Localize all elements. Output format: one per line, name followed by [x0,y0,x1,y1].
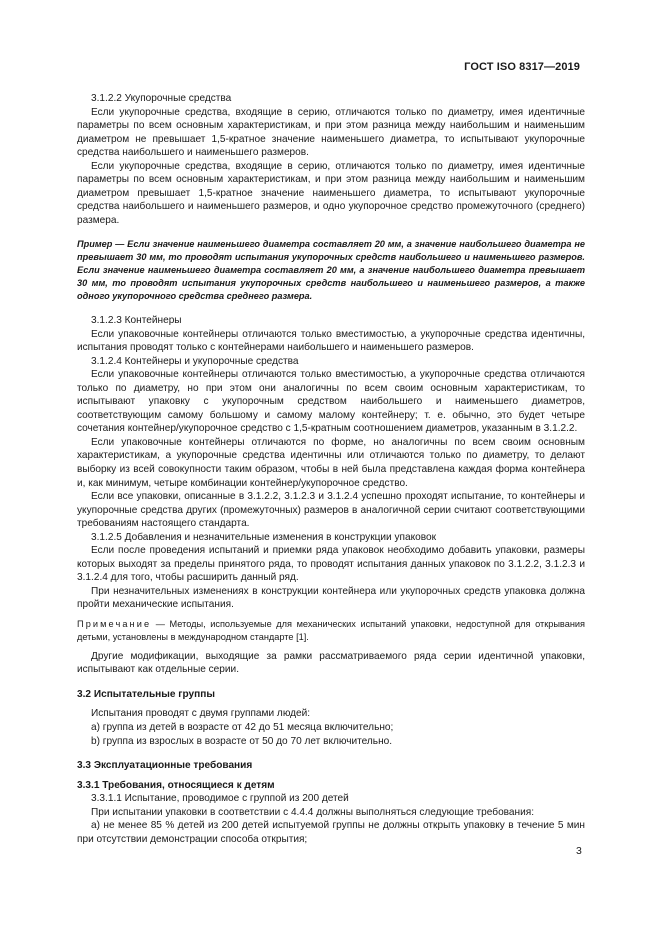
section-3-1-2-5-paragraph-1: Если после проведения испытаний и приемки ряда упаковок необходимо добавить упаковки, размеры которых выходят за пределы принятого ряда, то проводят испытания данных упаковок по 3.1.2.2, 3.1.2.3 и 3.1.2.4 для того, чтобы расширить данный ряд. [77,545,585,584]
document-id-header: ГОСТ ISO 8317—2019 [464,61,580,73]
section-3-1-2-2-paragraph-1: Если укупорочные средства, входящие в серию, отличаются только по диаметру, имея идентичные параметры по всем основным характеристикам, и при этом разница между наибольшим и наименьшим диаметром не превышает 1,5-кратное значение наименьшего диаметра, то испытывают укупорочные средства наибольшего и наименьшего размеров. [77,106,585,159]
section-3-1-2-4-paragraph-2: Если упаковочные контейнеры отличаются по форме, но аналогичны по всем своим основным характеристикам, а укупорочные средства идентичны или отличаются только по диаметру, то делают выборку из всей совокупности таким образом, чтобы в ней была представлена каждая форма контейнера и, как минимум, четыре комбинации контейнер/укупорочное средство. [77,436,585,489]
section-3-1-2-2-paragraph-2: Если укупорочные средства, входящие в серию, отличаются только по диаметру, имея идентичные параметры по всем основным характеристикам, и при этом разница между наибольшим и наименьшим диаметром превышает 1,5-кратное значение наименьшего диаметра, то испытывают укупорочные средства наибольшего и наименьшего размеров, и одно укупорочное средство промежуточного (среднего) размера. [77,160,585,226]
note-text: — Методы, используемые для механических испытаний упаковки, недоступной для открывания детьми, установлены в международном стандарте [1]. [77,619,585,642]
document-body [77,92,585,846]
section-3-3-heading: 3.3 Эксплуатационные требования [77,760,253,772]
example-block: Пример — Если значение наименьшего диаметра составляет 20 мм, а значение наибольшего диаметра не превышает 30 мм, то проводят испытания укупорочных средств наибольшего и наименьшего размеров. Если значение наименьшего диаметра составляет 20 мм, а значение наибольшего диаметра превышает 30 мм, то проводят испытания укупорочных средств наибольшего и наименьшего размеров, а также одного укупорочного средства среднего размера. [77,239,585,302]
section-3-1-2-4-paragraph-1: Если упаковочные контейнеры отличаются только вместимостью, а укупорочные средства отличаются только по диаметру, но при этом они аналогичны по всем своим основным характеристикам, то испытывают упаковку с укупорочным средством наибольшего и наименьшего диаметров, соответствующим самому большому и самому малому контейнеру; т. е. обычно, это будет четыре сочетания контейнер/укупорочное средство с 1,5-кратным соотношением диаметров, указанным в 3.1.2.2. [77,369,585,435]
section-3-3-1-heading: 3.3.1 Требования, относящиеся к детям [77,779,275,791]
section-3-1-2-4-title: 3.1.2.4 Контейнеры и укупорочные средства [91,355,299,367]
section-3-1-2-3-title: 3.1.2.3 Контейнеры [91,315,182,326]
section-3-3-1-1-paragraph-1: При испытании упаковки в соответствии с 4.4.4 должны выполняться следующие требования: [91,806,535,818]
note-label: Примечание [77,619,152,630]
section-3-1-2-5-title: 3.1.2.5 Добавления и незначительные изменения в конструкции упаковок [91,531,437,543]
note-block [77,618,585,644]
section-3-1-2-5-paragraph-3: Другие модификации, выходящие за рамки рассматриваемого ряда серии идентичной упаковки, испытывают как отдельные серии. [77,650,585,676]
section-3-2-item-a: a) группа из детей в возрасте от 42 до 51 месяца включительно; [91,722,394,734]
section-3-2-item-b: b) группа из взрослых в возрасте от 50 до 70 лет включительно. [91,735,393,747]
section-3-1-2-2-title: 3.1.2.2 Укупорочные средства [91,93,232,104]
section-3-3-1-1-item-a: a) не менее 85 % детей из 200 детей испытуемой группы не должны открыть упаковку в течение 5 мин при отсутствии демонстрации способа открытия; [77,820,585,845]
page-number: 3 [576,845,582,857]
section-3-1-2-5-paragraph-2: При незначительных изменениях в конструкции контейнера или укупорочных средств упаковка должна пройти механические испытания. [77,585,585,611]
section-3-3-1-1-title: 3.3.1.1 Испытание, проводимое с группой из 200 детей [91,793,349,805]
section-3-1-2-3-paragraph-1: Если упаковочные контейнеры отличаются только вместимостью, а укупорочные средства идентичны, испытания проводят только с контейнерами наибольшего и наименьшего размеров. [77,328,585,354]
section-3-1-2-4-paragraph-3: Если все упаковки, описанные в 3.1.2.2, 3.1.2.3 и 3.1.2.4 успешно проходят испытание, то контейнеры и укупорочные средства других (промежуточных) размеров в аналогичной серии считают соответствующими требованиям настоящего стандарта. [77,491,585,530]
section-3-2-heading: 3.2 Испытательные группы [77,688,215,700]
section-3-2-paragraph-1: Испытания проводят с двумя группами людей: [91,708,311,720]
